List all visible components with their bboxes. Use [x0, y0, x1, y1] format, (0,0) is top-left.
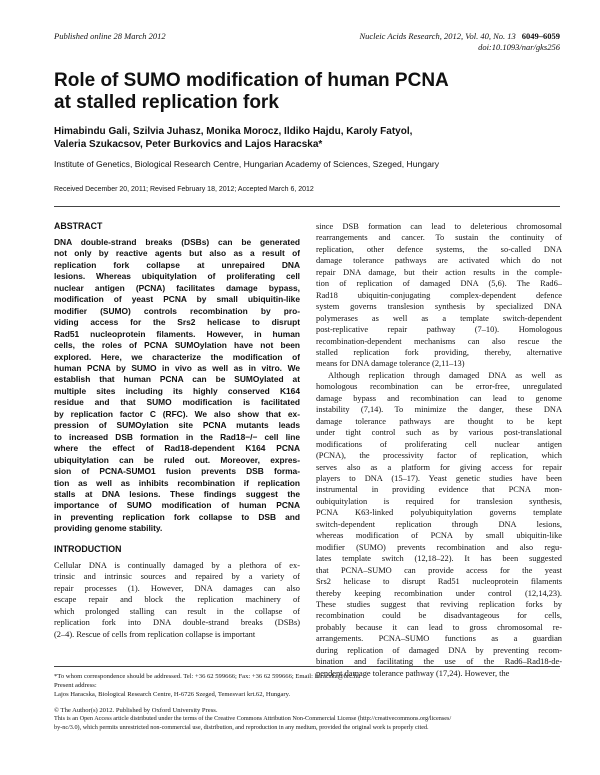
text-line: lates template switch (12,18–22). It has been suggested: [316, 554, 562, 564]
abstract-line: lesions. Whereas ubiquitylation of proliferating cell: [54, 271, 300, 282]
published-date: Published online 28 March 2012: [54, 31, 166, 41]
text-line: Srs2 helicase to disrupt Rad51 nucleoprotein filaments: [316, 577, 562, 587]
abstract-line: cells, the roles of PCNA SUMOylation have not been: [54, 340, 300, 351]
abstract-heading: ABSTRACT: [54, 221, 103, 231]
text-line: means for DNA damage tolerance (2,11–13): [316, 359, 465, 369]
title-line: Role of SUMO modification of human PCNA: [54, 70, 449, 91]
text-line: damage bypass and recombination can lead to genome: [316, 393, 562, 403]
text-line: PCNA K63-linked polyubiquitylation governs template: [316, 508, 562, 518]
license-line: This is an Open Access article distributed under the terms of the Creative Commons Attribution Non-Commercial License (http://creativecommons.org/licenses/: [54, 714, 452, 722]
abstract-line: where the effect of Rad18-dependent K164 PCNA: [54, 443, 300, 454]
text-line: serves also as a platform for giving access for repair: [316, 462, 562, 472]
abstract-line: to increased DSB formation in the Rad18−/− cell line: [54, 431, 300, 442]
text-line: instrumental in providing evidence that PCNA mon-: [316, 485, 562, 495]
right-column: [316, 221, 562, 679]
paper-title: [54, 70, 554, 114]
text-line: modifications of proliferating cell nuclear antigen: [316, 439, 562, 449]
abstract-line: pression of SUMOylation site PCNA mutants leads: [54, 420, 300, 431]
footnotes: [54, 672, 560, 732]
text-line: whereas modification of PCNA by small ubiquitin-like: [316, 531, 562, 541]
text-line: replication fork into DNA double-strand breaks (DSBs): [54, 618, 300, 628]
text-line: pendent damage tolerance pathway (17,24). However, the: [316, 668, 510, 678]
text-line: damage tolerance pathways are activated which do not: [316, 256, 562, 266]
abstract-line: residue and that SUMO modification is facilitated: [54, 397, 300, 408]
text-line: players to DNA (15–17). Yeast genetic studies have been: [316, 473, 562, 483]
text-line: oubiquitylation is required for translesion synthesis,: [316, 496, 562, 506]
page-range: 6049–6059: [521, 31, 560, 41]
text-line: bination and facilitating the use of the Rad6–Rad18-de-: [316, 657, 562, 667]
abstract-line: providing genome stability.: [54, 523, 163, 534]
text-line: since DSB formation can lead to deleterious chromosomal: [316, 222, 562, 231]
abstract-line: explored. Here, we characterize the modification of: [54, 351, 300, 362]
abstract-line: ubiquitylation can be ruled out. Moreover, expres-: [54, 454, 300, 465]
doi: doi:10.1093/nar/gks256: [478, 42, 560, 52]
paragraph: [316, 221, 562, 370]
text-line: Cellular DNA is continually damaged by a plethora of ex-: [54, 560, 300, 570]
text-line: rearrangements and cancer. To sustain the continuity of: [316, 233, 562, 243]
introduction-text: [54, 560, 300, 640]
text-line: replication, other defence systems, the so-called DNA: [316, 244, 562, 254]
text-line: homologous recombination can be error-free, unregulated: [316, 382, 562, 392]
abstract-line: not only by reactive agents but also as a result of: [54, 248, 300, 259]
text-line: modifier (SUMO) prevents recombination and also regu-: [316, 542, 562, 552]
top-divider: [54, 206, 560, 207]
footnote-divider: [54, 666, 560, 667]
text-line: recombination-dependent mechanisms can also rescue the: [316, 336, 562, 346]
license-line: by-nc/3.0), which permits unrestricted non-commercial use, distribution, and reproduction in any medium, provided the original work is properly cited.: [54, 723, 429, 731]
text-line: damage tolerance pathways are thought to be kept: [316, 416, 562, 426]
abstract-line: importance of SUMO modification of human PCNA: [54, 500, 300, 511]
text-line: repair DNA damage, but their action results in the comple-: [316, 267, 562, 277]
introduction-heading: INTRODUCTION: [54, 543, 122, 554]
text-line: stalled replication fork providing, thereby, alternative: [316, 347, 562, 357]
abstract-line: tion as well as inhibits recombination if replication: [54, 477, 300, 488]
paragraph: [316, 370, 562, 679]
abstract-line: human PCNA by SUMO in vivo as well as in vitro. We: [54, 362, 300, 373]
text-line: under tight control such as by various post-translational: [316, 428, 562, 438]
abstract-line: Rad51 nucleoprotein filaments. However, in human: [54, 328, 300, 339]
affiliation: Institute of Genetics, Biological Research Centre, Hungarian Academy of Sciences, Szeged, Hungary: [54, 159, 440, 169]
text-line: (PCNA), the processivity factor of replication, which: [316, 451, 562, 461]
title-line: at stalled replication fork: [54, 92, 279, 113]
present-address-label: Present address:: [54, 682, 97, 690]
text-line: Rad18 ubiquitin-conjugating complex-dependent defence: [316, 290, 562, 300]
abstract-line: by replication factor C (RFC). We also show that ex-: [54, 408, 300, 419]
author-list: [54, 125, 554, 151]
correspondence-note: *To whom correspondence should be addressed. Tel: +36 62 599666; Fax: +36 62 599666; Email: haracska@brc.hu: [54, 673, 361, 680]
abstract-line: in preventing replication fork collapse to DSB and: [54, 511, 300, 522]
abstract-line: stalls at DNA lesions. These findings suggest the: [54, 488, 300, 499]
text-line: which prolonged stalling can result in the collapse of: [54, 606, 300, 616]
journal-citation: Nucleic Acids Research, 2012, Vol. 40, No. 13: [359, 31, 516, 41]
abstract-line: replication fork collapse at unrepaired DNA: [54, 259, 300, 270]
received-dates: Received December 20, 2011; Revised February 18, 2012; Accepted March 6, 2012: [54, 186, 314, 193]
text-line: post-replicative repair pathway (7–10). Homologous: [316, 325, 562, 335]
text-line: Although replication through damaged DNA as well as: [328, 370, 562, 380]
abstract-text: [54, 237, 300, 535]
text-line: (2–4). Rescue of cells from replication collapse is important: [54, 629, 256, 639]
text-line: repair processes (1). However, DNA damages can also: [54, 583, 300, 593]
copyright-notice: © The Author(s) 2012. Published by Oxford University Press.: [54, 706, 218, 714]
text-line: tion of replication of damaged DNA (5,6). The Rad6–: [316, 279, 562, 289]
text-line: system governs translesion synthesis by specialized DNA: [316, 302, 562, 312]
text-line: during replication of damaged DNA by preventing recom-: [316, 645, 562, 655]
text-line: arrangements. PCNA–SUMO functions as a guardian: [316, 634, 562, 644]
abstract-line: DNA double-strand breaks (DSBs) can be generated: [54, 237, 300, 247]
text-line: instability (7,14). To minimize the danger, these DNA: [316, 405, 562, 415]
left-column: [54, 221, 300, 640]
author-line: Valeria Szukacsov, Peter Burkovics and Lajos Haracska*: [54, 139, 323, 150]
abstract-line: sion of PCNA-SUMO1 fusion prevents DSB forma-: [54, 466, 300, 477]
text-line: These studies suggest that reviving replication forks by: [316, 599, 562, 609]
abstract-line: multiple sites including its highly conserved K164: [54, 385, 300, 396]
abstract-line: modification of yeast PCNA by small ubiquitin-like: [54, 294, 300, 305]
author-line: Himabindu Gali, Szilvia Juhasz, Monika Morocz, Ildiko Hajdu, Karoly Fatyol,: [54, 126, 413, 137]
present-address: Lajos Haracska, Biological Research Centre, H-6726 Szeged, Temesvari krt.62, Hungary.: [54, 691, 291, 699]
text-line: escape repair and block the replication machinery of: [54, 595, 300, 605]
text-line: that PCNA–SUMO can provide access for the yeast: [316, 565, 562, 575]
abstract-line: establish that human PCNA can be SUMOylated at: [54, 374, 300, 385]
text-line: thereby keeping recombination under control (12,14,23).: [316, 588, 562, 598]
abstract-line: viding access for the Srs2 helicase to disrupt: [54, 317, 300, 328]
text-line: trinsic and intrinsic sources and repaired by a variety of: [54, 572, 300, 582]
text-line: switch-dependent replication through DNA lesions,: [316, 519, 562, 529]
text-line: polymerases as well as a template switch-dependent: [316, 313, 562, 323]
abstract-line: modifier (SUMO) controls recombination by pro-: [54, 305, 300, 316]
text-line: probably because it can lead to gross chromosomal re-: [316, 622, 562, 632]
abstract-line: nuclear antigen (PCNA) facilitates damage bypass,: [54, 282, 300, 293]
text-line: recombination could be disadvantageous for cells,: [316, 611, 562, 621]
journal-header: [359, 31, 560, 53]
